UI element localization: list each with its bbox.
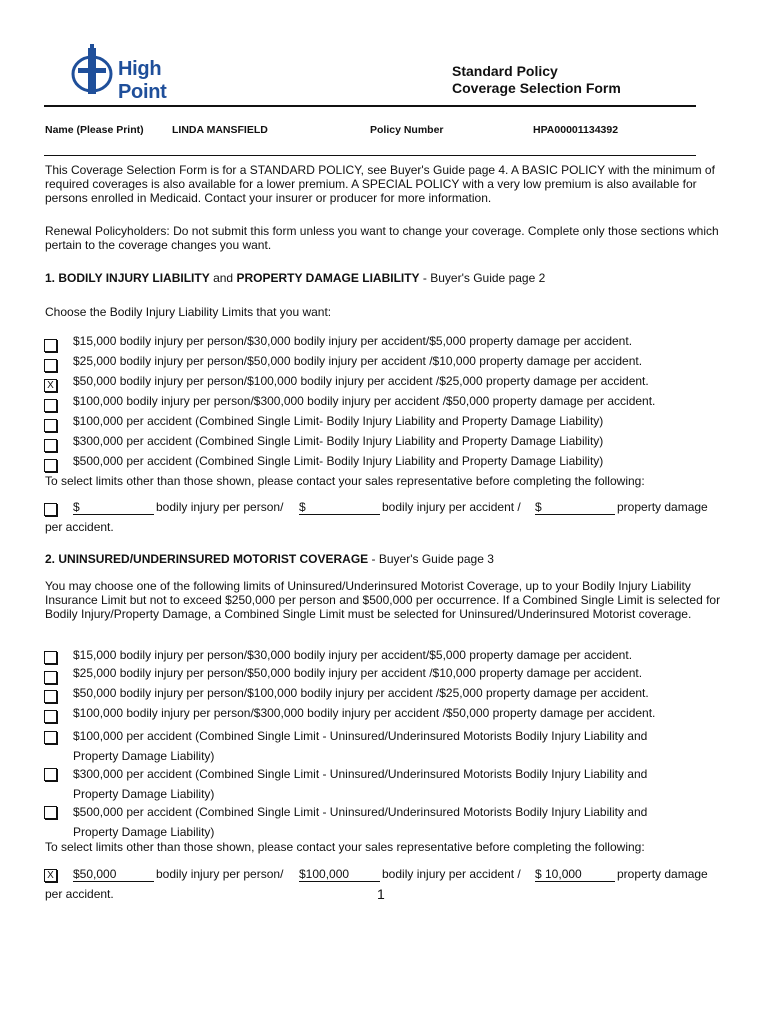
section2-accident-label: bodily injury per accident / <box>382 867 521 881</box>
section2-option-checkbox[interactable] <box>44 651 57 664</box>
section2-option-label: $100,000 per accident (Combined Single Limit - Uninsured/Underinsured Motorists Bodily Injury Liability and Property Damage Liability) <box>73 729 648 763</box>
section2-person-field[interactable]: $50,000 <box>73 867 154 882</box>
section2-custom-tail: per accident. <box>45 887 114 901</box>
name-value[interactable]: LINDA MANSFIELD <box>172 124 268 136</box>
section2-heading <box>45 552 494 566</box>
section2-option-label: $100,000 bodily injury per person/$300,000 bodily injury per accident /$50,000 property damage per accident. <box>73 706 656 720</box>
section1-option-label: $15,000 bodily injury per person/$30,000 bodily injury per accident/$5,000 property damage per accident. <box>73 334 633 348</box>
section2-option-checkbox[interactable] <box>44 731 57 744</box>
section1-option-checkbox[interactable]: X <box>44 379 57 392</box>
section2-option-label: $25,000 bodily injury per person/$50,000 bodily injury per accident /$10,000 property damage per accident. <box>73 666 643 680</box>
section2-option-checkbox[interactable] <box>44 671 57 684</box>
section1-option-label: $500,000 per accident (Combined Single Limit- Bodily Injury Liability and Property Damage Liability) <box>73 454 604 468</box>
section1-option-label: $100,000 per accident (Combined Single Limit- Bodily Injury Liability and Property Damage Liability) <box>73 414 604 428</box>
brand-name: High Point <box>118 58 167 103</box>
section1-number: 1. <box>45 271 56 285</box>
section1-option-label: $100,000 bodily injury per person/$300,000 bodily injury per accident /$50,000 property damage per accident. <box>73 394 656 408</box>
section1-option-checkbox[interactable] <box>44 439 57 452</box>
section1-person-label: bodily injury per person/ <box>156 500 284 514</box>
section1-pd-label: property damage <box>617 500 708 514</box>
section2-option-label: $500,000 per accident (Combined Single Limit - Uninsured/Underinsured Motorists Bodily Injury Liability and Property Damage Liability) <box>73 805 648 839</box>
name-label: Name (Please Print) <box>45 124 144 136</box>
section1-option-label: $25,000 bodily injury per person/$50,000 bodily injury per accident /$10,000 property damage per accident. <box>73 354 643 368</box>
section1-option-checkbox[interactable] <box>44 459 57 472</box>
section1-option-checkbox[interactable] <box>44 359 57 372</box>
section2-pd-field[interactable]: $ 10,000 <box>535 867 615 882</box>
section1-option-checkbox[interactable] <box>44 419 57 432</box>
section2-option-checkbox[interactable] <box>44 806 57 819</box>
section2-prompt: You may choose one of the following limits of Uninsured/Underinsured Motorist Coverage, up to your Bodily Injury Liability Insurance Limit but not to exceed $250,000 per person and $500,000 per occurrence. If a Combined Single Limit is selected for Bodily Injury/Property Damage, a Combined Single Limit must be selected for Uninsured/Underinsured Motorist coverage. <box>45 579 721 621</box>
renewal-paragraph: Renewal Policyholders: Do not submit this form unless you want to change your coverage. Complete only those sections which pertain to the coverage changes you want. <box>45 224 719 252</box>
section2-pd-label: property damage <box>617 867 708 881</box>
header-divider <box>44 105 696 107</box>
form-title-line1: Standard Policy <box>452 63 558 79</box>
section1-person-field[interactable]: $ <box>73 500 154 515</box>
section2-heading-text: UNINSURED/UNDERINSURED MOTORIST COVERAGE <box>58 552 369 566</box>
section1-custom-checkbox[interactable] <box>44 503 57 516</box>
section1-option-checkbox[interactable] <box>44 339 57 352</box>
section1-heading-and: and <box>213 271 234 285</box>
section1-accident-label: bodily injury per accident / <box>382 500 521 514</box>
section1-heading-a: BODILY INJURY LIABILITY <box>58 271 210 285</box>
section2-option-checkbox[interactable] <box>44 710 57 723</box>
section1-pd-field[interactable]: $ <box>535 500 615 515</box>
section2-guide-ref: - Buyer's Guide page 3 <box>371 552 494 566</box>
section2-accident-field[interactable]: $100,000 <box>299 867 380 882</box>
policy-number-value[interactable]: HPA00001134392 <box>533 124 619 136</box>
intro-paragraph: This Coverage Selection Form is for a STANDARD POLICY, see Buyer's Guide page 4. A BASIC POLICY with the minimum of required coverages is also available for a lower premium. A SPECIAL POLICY with a very low premium is also available for persons enrolled in Medicaid. Contact your insurer or producer for more information. <box>45 163 715 205</box>
page-number: 1 <box>377 886 385 902</box>
section2-number: 2. <box>45 552 56 566</box>
section1-prompt: Choose the Bodily Injury Liability Limits that you want: <box>45 305 332 319</box>
info-divider <box>44 155 696 156</box>
section1-option-label: $50,000 bodily injury per person/$100,000 bodily injury per accident /$25,000 property damage per accident. <box>73 374 649 388</box>
section2-person-label: bodily injury per person/ <box>156 867 284 881</box>
section2-other-note: To select limits other than those shown, please contact your sales representative before completing the following: <box>45 840 645 854</box>
section1-custom-tail: per accident. <box>45 520 114 534</box>
policy-number-label: Policy Number <box>370 124 444 136</box>
lighthouse-logo-icon <box>70 44 116 98</box>
section1-option-checkbox[interactable] <box>44 399 57 412</box>
section2-option-label: $50,000 bodily injury per person/$100,000 bodily injury per accident /$25,000 property damage per accident. <box>73 686 649 700</box>
section1-other-note: To select limits other than those shown, please contact your sales representative before completing the following: <box>45 474 645 488</box>
section2-option-checkbox[interactable] <box>44 690 57 703</box>
section1-option-label: $300,000 per accident (Combined Single Limit- Bodily Injury Liability and Property Damage Liability) <box>73 434 604 448</box>
form-title-line2: Coverage Selection Form <box>452 80 621 96</box>
section1-accident-field[interactable]: $ <box>299 500 380 515</box>
section1-guide-ref: - Buyer's Guide page 2 <box>422 271 546 285</box>
section2-option-label: $300,000 per accident (Combined Single Limit - Uninsured/Underinsured Motorists Bodily Injury Liability and Property Damage Liability) <box>73 767 648 801</box>
section2-option-label: $15,000 bodily injury per person/$30,000 bodily injury per accident/$5,000 property damage per accident. <box>73 648 633 662</box>
section1-heading <box>45 271 545 285</box>
section2-option-checkbox[interactable] <box>44 768 57 781</box>
high-point-logo <box>70 44 210 103</box>
section1-heading-b: PROPERTY DAMAGE LIABILITY <box>236 271 420 285</box>
section2-custom-checkbox[interactable]: X <box>44 869 57 882</box>
